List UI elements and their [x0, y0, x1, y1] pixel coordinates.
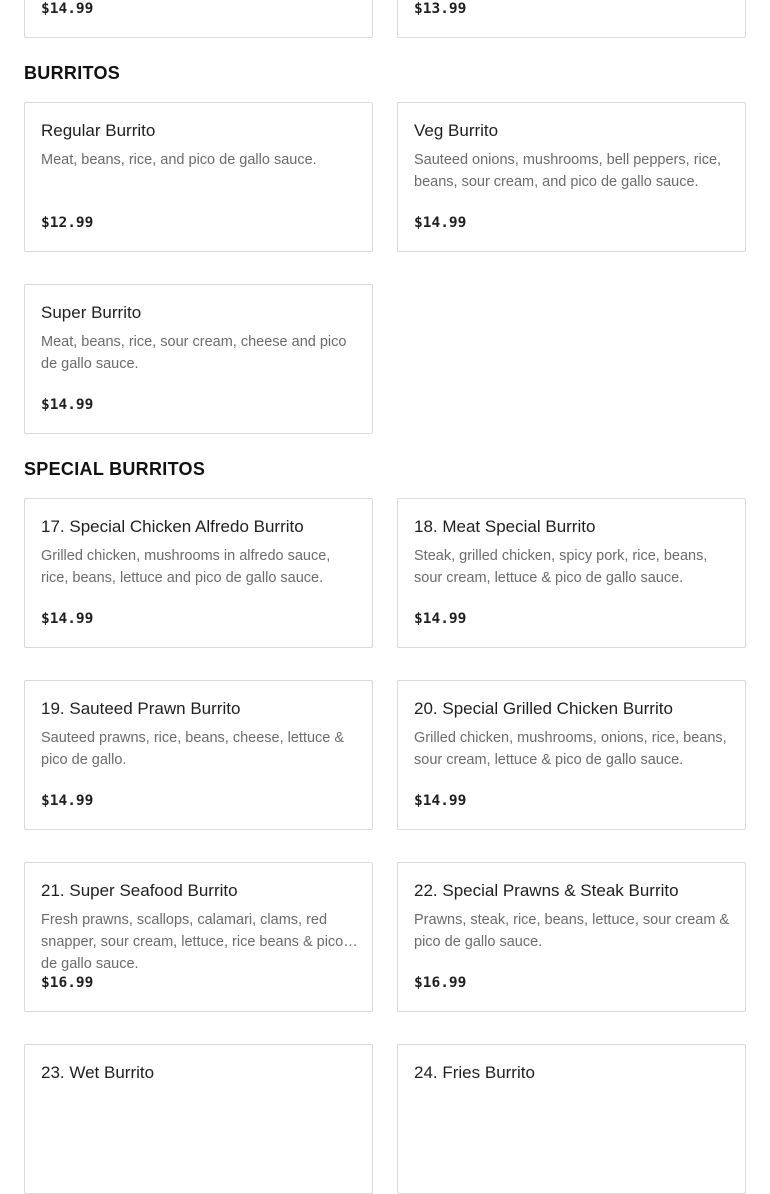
menu-item-card[interactable]: [24, 0, 373, 38]
menu-item-card[interactable]: [24, 284, 373, 434]
menu-item-card[interactable]: [397, 0, 746, 38]
item-name: 19. Sauteed Prawn Burrito: [41, 699, 241, 718]
menu-item-card[interactable]: [397, 498, 746, 648]
menu-item-card[interactable]: [397, 680, 746, 830]
menu-item-card[interactable]: [397, 102, 746, 252]
item-name: 22. Special Prawns & Steak Burrito: [414, 881, 679, 900]
item-price: $14.99: [414, 215, 467, 231]
item-description: Grilled chicken, mushrooms, onions, rice, beans, sour cream, lettuce & pico de gallo sauce.: [414, 730, 727, 768]
item-name: 18. Meat Special Burrito: [414, 517, 596, 536]
item-name: 17. Special Chicken Alfredo Burrito: [41, 517, 304, 536]
section-heading-special-burritos: SPECIAL BURRITOS: [24, 459, 206, 479]
item-name: 23. Wet Burrito: [41, 1063, 155, 1082]
menu-item-card[interactable]: [24, 680, 373, 830]
item-name: Regular Burrito: [41, 121, 156, 140]
item-price: $14.99: [414, 611, 467, 627]
item-description: Sauteed prawns, rice, beans, cheese, lettuce & pico de gallo.: [41, 730, 345, 768]
menu-item-card[interactable]: [24, 862, 373, 1012]
menu-item-card[interactable]: [24, 498, 373, 648]
menu-item-card[interactable]: [24, 1044, 373, 1194]
item-description: Meat, beans, rice, sour cream, cheese and pico de gallo sauce.: [41, 334, 347, 372]
item-name: Super Burrito: [41, 303, 142, 322]
item-name: 20. Special Grilled Chicken Burrito: [414, 699, 673, 718]
item-price: $14.99: [41, 793, 94, 809]
menu-item-card[interactable]: [397, 1044, 746, 1194]
item-name: 21. Super Seafood Burrito: [41, 881, 238, 900]
item-price: $14.99: [41, 397, 94, 413]
menu-item-card[interactable]: [397, 862, 746, 1012]
item-description: Grilled chicken, mushrooms in alfredo sauce, rice, beans, lettuce and pico de gallo sauce.: [41, 548, 331, 586]
item-price: $16.99: [414, 975, 467, 991]
item-name: Veg Burrito: [414, 121, 499, 140]
item-description: Meat, beans, rice, and pico de gallo sauce.: [41, 152, 317, 168]
item-description: Prawns, steak, rice, beans, lettuce, sour cream & pico de gallo sauce.: [414, 912, 730, 950]
item-price: $13.99: [414, 1, 467, 17]
item-price: $14.99: [41, 1, 94, 17]
section-heading-burritos: BURRITOS: [24, 63, 121, 83]
menu-item-card[interactable]: [24, 102, 373, 252]
item-description: Sauteed onions, mushrooms, bell peppers, rice, beans, sour cream, and pico de gallo sauce.: [414, 152, 722, 190]
item-price: $16.99: [41, 975, 94, 991]
item-price: $14.99: [41, 611, 94, 627]
item-description: Steak, grilled chicken, spicy pork, rice, beans, sour cream, lettuce & pico de gallo sauce.: [414, 548, 708, 586]
item-description: Fresh prawns, scallops, calamari, clams, red snapper, sour cream, lettuce, rice beans & pico de gallo sauce.: [41, 912, 344, 972]
item-name: 24. Fries Burrito: [414, 1063, 535, 1082]
item-price: $14.99: [414, 793, 467, 809]
item-price: $12.99: [41, 215, 94, 231]
